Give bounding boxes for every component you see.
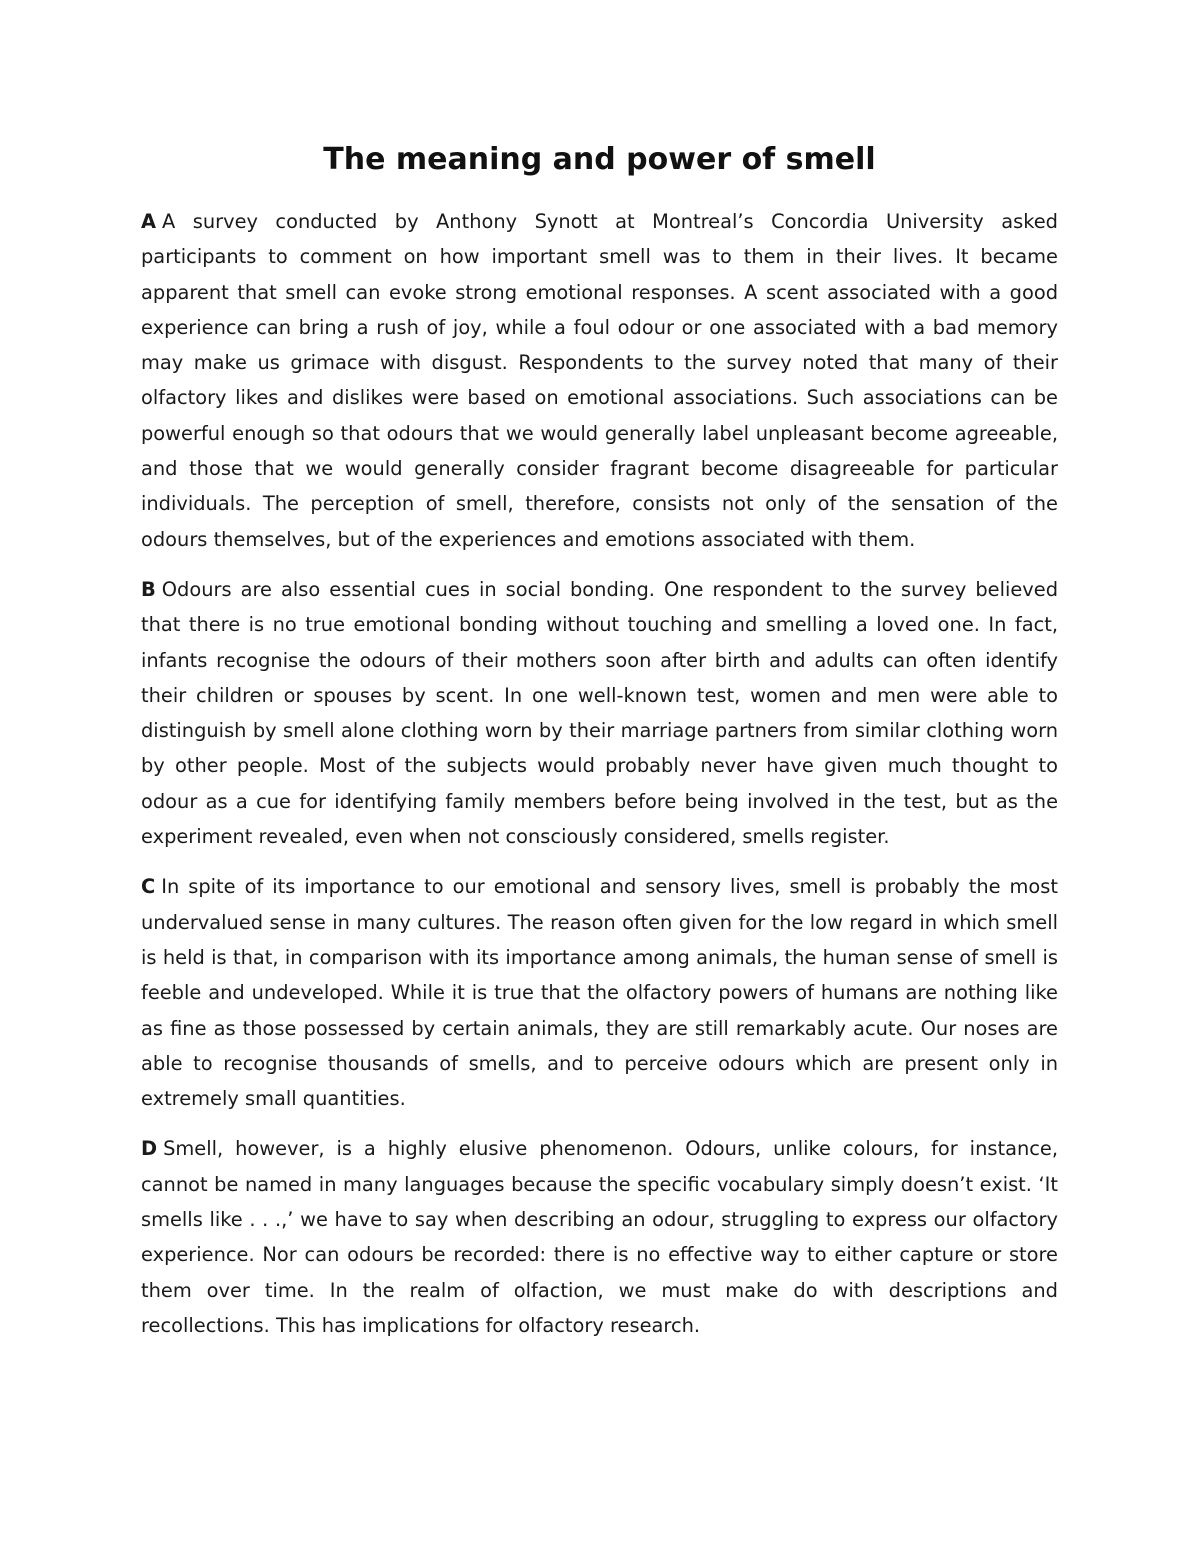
- paragraph-text: A survey conducted by Anthony Synott at Montreal’s Concordia University asked participants to comment on how important smell was to them in their lives. It became apparent that smell can evoke strong emotional responses. A scent associated with a good experience can bring a rush of joy, while a foul odour or one associated with a bad memory may make us grimace with disgust. Respondents to the survey noted that many of their olfactory likes and dislikes were based on emotional associations. Such associations can be powerful enough so that odours that we would generally label unpleasant become agreeable, and those that we would generally consider fragrant become disagreeable for particular individuals. The perception of smell, therefore, consists not only of the sensation of the odours themselves, but of the experiences and emotions associated with them.: [141, 210, 1058, 551]
- paragraph-b: [141, 572, 1058, 854]
- document-title: The meaning and power of smell: [323, 142, 876, 177]
- paragraph-letter: C: [141, 875, 156, 899]
- paragraph-letter: B: [141, 577, 156, 601]
- document-page: [141, 138, 1058, 1358]
- paragraph-text: Odours are also essential cues in social bonding. One respondent to the survey believed that there is no true emotional bonding without touching and smelling a loved one. In fact, infants recognise the odours of their mothers soon after birth and adults can often identify their children or spouses by scent. In one well-known test, women and men were able to distinguish by smell alone clothing worn by their marriage partners from similar clothing worn by other people. Most of the subjects would probably never have given much thought to odour as a cue for identifying family members before being involved in the test, but as the experiment revealed, even when not consciously considered, smells register.: [141, 577, 1058, 849]
- paragraph-letter: A: [141, 210, 157, 233]
- paragraph-text: In spite of its importance to our emotional and sensory lives, smell is probably the most undervalued sense in many cultures. The reason often given for the low regard in which smell is held is that, in comparison with its importance among animals, the human sense of smell is feeble and undeveloped. While it is true that the olfactory powers of humans are nothing like as fine as those possessed by certain animals, they are still remarkably acute. Our noses are able to recognise thousands of smells, and to perceive odours which are present only in extremely small quantities.: [141, 875, 1058, 1111]
- paragraph-c: [141, 869, 1058, 1116]
- paragraph-d: [141, 1131, 1058, 1343]
- paragraph-letter: D: [141, 1137, 158, 1161]
- paragraph-text: Smell, however, is a highly elusive phenomenon. Odours, unlike colours, for instance, cannot be named in many languages because the specific vocabulary simply doesn’t exist. ‘It smells like . . .,’ we have to say when describing an odour, struggling to express our olfactory experience. Nor can odours be recorded: there is no effective way to either capture or store them over time. In the realm of olfaction, we must make do with descriptions and recollections. This has implications for olfactory research.: [141, 1137, 1058, 1337]
- paragraph-a: [141, 204, 1058, 557]
